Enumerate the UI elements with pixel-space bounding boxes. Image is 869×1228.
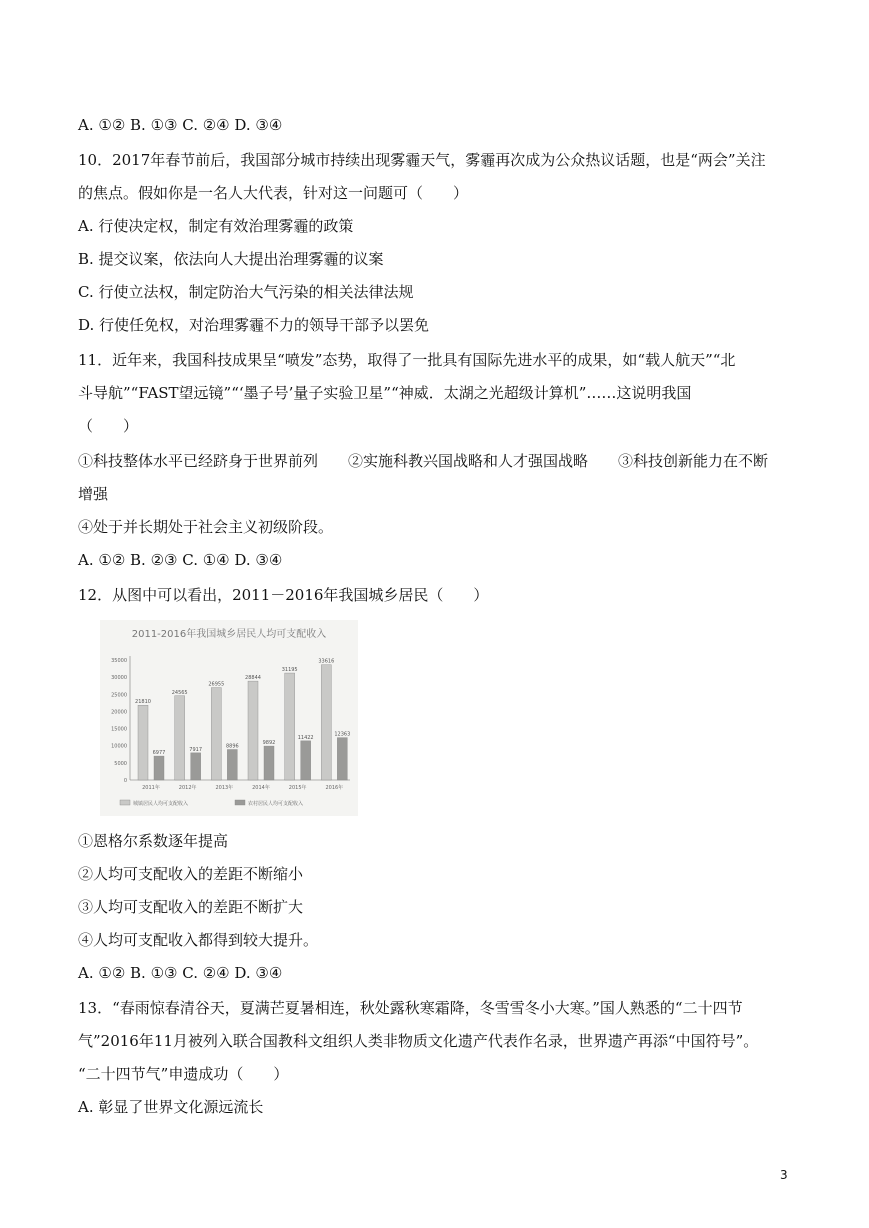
y-tick-label: 25000: [111, 692, 127, 699]
data-label: 8896: [225, 743, 239, 750]
text-line: ④人均可支配收入都得到较大提升。: [78, 931, 319, 949]
bar: [138, 705, 148, 780]
data-label: 9892: [262, 740, 276, 747]
x-tick-label: 2012年: [178, 785, 197, 791]
legend-swatch: [120, 800, 130, 805]
y-tick-label: 15000: [111, 726, 127, 733]
legend-label: 城镇居民人均可支配收入: [133, 801, 189, 807]
text-line: “二十四节气”申遗成功（ ）: [78, 1065, 289, 1083]
x-tick-label: 2015年: [288, 785, 307, 791]
text-line: ④处于并长期处于社会主义初级阶段。: [78, 518, 334, 536]
bar: [337, 738, 347, 780]
chart-title: 2011-2016年我国城乡居民人均可支配收入: [131, 629, 327, 640]
text-line: A. ①② B. ②③ C. ①④ D. ③④: [78, 551, 283, 569]
y-tick-label: 10000: [111, 743, 127, 750]
text-line: 的焦点。假如你是一名人大代表，针对这一问题可（ ）: [78, 184, 469, 202]
bar: [154, 756, 164, 780]
text-line: A. ①② B. ①③ C. ②④ D. ③④: [78, 116, 283, 134]
data-label: 7917: [189, 746, 203, 753]
text-line: ①科技整体水平已经跻身于世界前列 ②实施科教兴国战略和人才强国战略 ③科技创新能力在不断: [78, 452, 769, 470]
x-tick-label: 2016年: [325, 785, 344, 791]
bar: [191, 753, 201, 780]
text-line: 12．从图中可以看出，2011－2016年我国城乡居民（ ）: [78, 586, 489, 604]
text-line: A. 彰显了世界文化源远流长: [78, 1098, 264, 1116]
y-tick-label: 30000: [111, 675, 127, 682]
text-line: 增强: [78, 485, 109, 503]
text-line: ①恩格尔系数逐年提高: [78, 832, 229, 850]
text-line: D. 行使任免权，对治理雾霾不力的领导干部予以罢免: [78, 316, 430, 334]
data-label: 33616: [318, 658, 335, 665]
data-label: 26955: [208, 681, 225, 688]
text-line: B. 提交议案，依法向人大提出治理雾霾的议案: [78, 250, 384, 268]
data-label: 28844: [245, 675, 261, 682]
bar: [264, 746, 274, 780]
bar: [321, 665, 331, 780]
page-number: 3: [780, 1168, 788, 1182]
text-line: （ ）: [78, 417, 139, 435]
text-line: A. ①② B. ①③ C. ②④ D. ③④: [78, 964, 283, 982]
data-label: 31195: [281, 667, 298, 674]
y-tick-label: 0: [123, 778, 127, 784]
text-line: C. 行使立法权，制定防治大气污染的相关法律法规: [78, 283, 414, 301]
text-line: 13．“春雨惊春清谷天，夏满芒夏暑相连，秋处露秋寒霜降，冬雪雪冬小大寒。”国人熟悉的“二十四节: [78, 999, 743, 1017]
income-bar-chart: [100, 620, 358, 816]
text-line: ②人均可支配收入的差距不断缩小: [78, 865, 304, 883]
bar: [211, 688, 221, 780]
x-tick-label: 2014年: [252, 785, 270, 791]
y-tick-label: 35000: [111, 658, 127, 664]
text-line: 11．近年来，我国科技成果呈“喷发”态势，取得了一批具有国际先进水平的成果，如“载人航天”“北: [78, 351, 736, 369]
bar: [227, 749, 237, 780]
data-label: 6977: [152, 750, 166, 757]
legend-label: 农村居民人均可支配收入: [248, 801, 304, 807]
text-line: ③人均可支配收入的差距不断扩大: [78, 898, 304, 916]
bar: [175, 696, 185, 780]
legend-swatch: [235, 800, 245, 805]
y-tick-label: 5000: [114, 760, 127, 767]
text-line: 斗导航”“FAST望远镜”“‘墨子号’量子实验卫星”“神威．太湖之光超级计算机”……这说明我国: [78, 384, 692, 402]
text-line: A. 行使决定权，制定有效治理雾霾的政策: [78, 217, 354, 235]
data-label: 21810: [135, 699, 151, 706]
data-label: 11422: [297, 734, 314, 741]
x-tick-label: 2011年: [142, 785, 160, 791]
bar: [301, 741, 311, 780]
text-line: 气”2016年11月被列入联合国教科文组织人类非物质文化遗产代表作名录，世界遗产再添“中国符号”。: [78, 1032, 759, 1050]
text-line: 10．2017年春节前后，我国部分城市持续出现雾霾天气，雾霾再次成为公众热议话题，也是“两会”关注: [78, 151, 766, 169]
bar: [285, 673, 295, 780]
data-label: 12363: [334, 731, 351, 738]
bar: [248, 681, 258, 780]
data-label: 24565: [171, 689, 188, 696]
y-tick-label: 20000: [111, 709, 127, 716]
chart-svg: [100, 620, 358, 816]
x-tick-label: 2013年: [215, 785, 234, 791]
